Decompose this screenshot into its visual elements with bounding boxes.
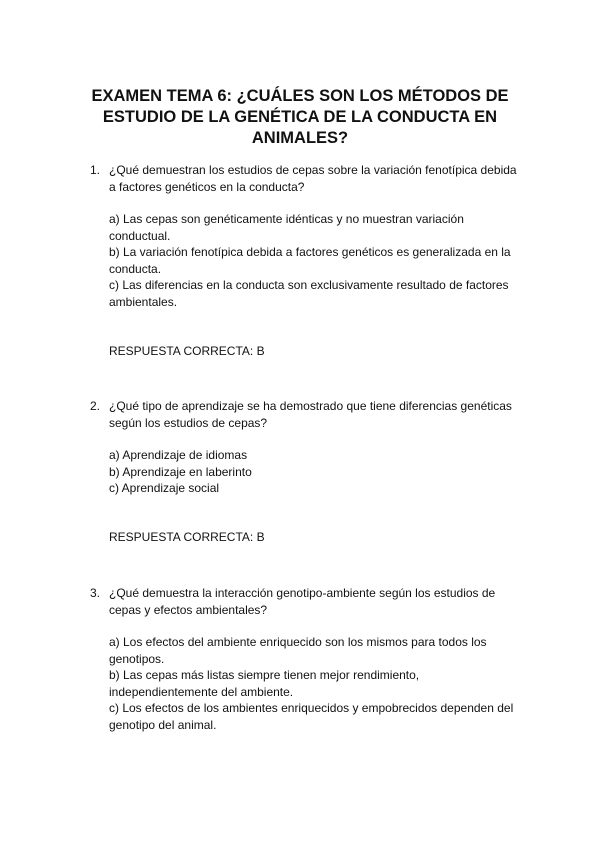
option-b: b) Aprendizaje en laberinto	[109, 464, 252, 479]
answer-1: RESPUESTA CORRECTA: B	[109, 344, 265, 358]
question-1	[90, 162, 530, 310]
question-number: 2.	[90, 399, 101, 413]
question-text: ¿Qué tipo de aprendizaje se ha demostrado que tiene diferencias genéticas según los estudios de cepas?	[109, 399, 512, 430]
option-b: b) La variación fenotípica debida a factores genéticos es generalizada en la conducta.	[109, 245, 511, 276]
question-text: ¿Qué demuestran los estudios de cepas sobre la variación fenotípica debida a factores genéticos en la conducta?	[109, 163, 517, 194]
question-number: 3.	[90, 586, 101, 600]
option-a: a) Las cepas son genéticamente idénticas y no muestran variación conductual.	[109, 212, 464, 243]
question-3	[90, 585, 530, 733]
option-c: c) Aprendizaje social	[109, 481, 220, 495]
document-title: EXAMEN TEMA 6: ¿CUÁLES SON LOS MÉTODOS DE ESTUDIO DE LA GENÉTICA DE LA CONDUCTA EN ANIMALES?	[91, 87, 509, 147]
question-number: 1.	[90, 163, 101, 177]
options-list	[109, 447, 524, 497]
option-a: a) Aprendizaje de idiomas	[109, 448, 248, 462]
option-c: c) Los efectos de los ambientes enriquecidos y empobrecidos dependen del genotipo del animal.	[109, 701, 514, 732]
question-2	[90, 398, 530, 497]
option-c: c) Las diferencias en la conducta son exclusivamente resultado de factores ambientales.	[109, 278, 509, 309]
options-list	[109, 634, 524, 733]
option-b: b) Las cepas más listas siempre tienen mejor rendimiento, independientemente del ambiente.	[109, 668, 420, 699]
options-list	[109, 211, 524, 310]
question-text: ¿Qué demuestra la interacción genotipo-ambiente según los estudios de cepas y efectos ambientales?	[109, 586, 496, 617]
option-a: a) Los efectos del ambiente enriquecido son los mismos para todos los genotipos.	[109, 635, 487, 666]
answer-2: RESPUESTA CORRECTA: B	[109, 530, 265, 544]
